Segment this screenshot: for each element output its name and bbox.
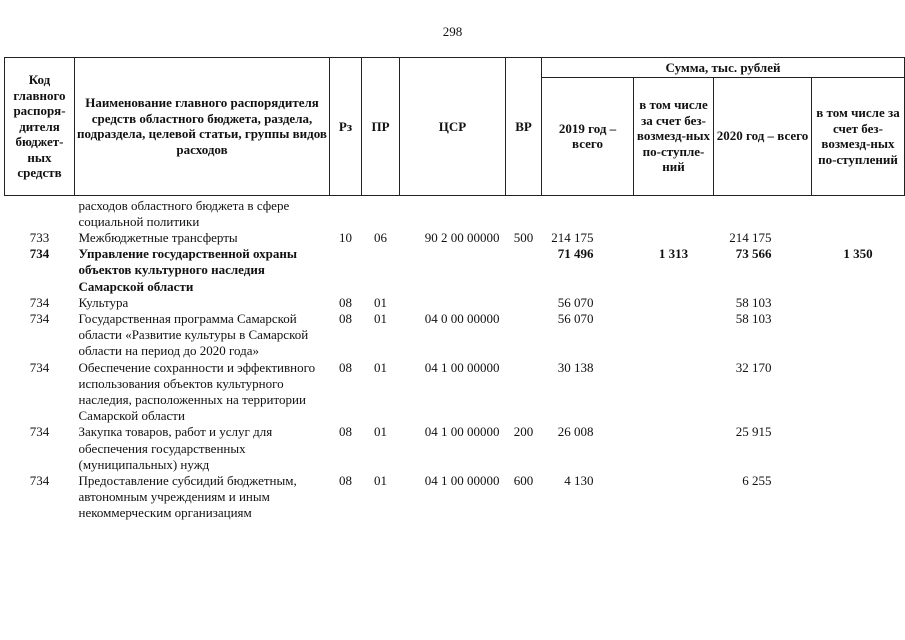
- row-rz: 08: [339, 472, 352, 488]
- row-vr: 500: [513, 229, 534, 245]
- row-csr: 04 1 00 00000: [424, 472, 500, 488]
- table-body: [5, 195, 905, 522]
- row-name: Обеспечение сохранности и эффективного использования объектов культурного наследия, расположенных на территории Самарской области: [78, 359, 316, 424]
- header-2019-total: 2019 год – всего: [542, 77, 634, 195]
- header-2019-grants: в том числе за счет без-возмезд-ных по-ступле-ний: [634, 77, 714, 195]
- row-2019-grants: [634, 295, 714, 311]
- row-code: 734: [29, 246, 50, 262]
- row-2020-total: 32 170: [735, 359, 772, 375]
- row-2020-grants: [812, 360, 905, 425]
- row-name: Предоставление субсидий бюджетным, автономным учреждениям и иным некоммерческим организациям: [78, 472, 297, 521]
- header-sum-group: Сумма, тыс. рублей: [542, 58, 905, 78]
- row-rz: [330, 246, 362, 295]
- row-vr: 600: [513, 472, 534, 488]
- row-pr: 01: [374, 424, 387, 440]
- row-vr: [506, 360, 542, 425]
- row-2020-grants: [812, 230, 905, 246]
- row-2020-total: 58 103: [735, 294, 772, 310]
- table-row: [5, 473, 905, 522]
- table-row: [5, 311, 905, 360]
- row-2020-grants: [812, 295, 905, 311]
- header-2020-total: 2020 год – всего: [714, 77, 812, 195]
- row-2019-grants: [634, 311, 714, 360]
- row-vr: 200: [513, 424, 534, 440]
- row-rz: 10: [339, 229, 352, 245]
- row-rz: 08: [339, 359, 352, 375]
- table-row: [5, 195, 905, 230]
- table-header: [5, 58, 905, 196]
- row-code: 733: [29, 229, 50, 245]
- row-2019-total: 26 008: [557, 424, 594, 440]
- row-csr: 04 1 00 00000: [424, 359, 500, 375]
- row-2020-grants: [812, 424, 905, 473]
- row-2020-total: 6 255: [742, 472, 772, 488]
- row-code: 734: [29, 424, 50, 440]
- row-pr: [362, 195, 400, 230]
- table-row: [5, 424, 905, 473]
- row-2020-grants: [812, 473, 905, 522]
- row-2019-total: 30 138: [557, 359, 594, 375]
- header-pr: ПР: [362, 58, 400, 196]
- header-rz: Рз: [330, 58, 362, 196]
- row-2020-grants: [812, 311, 905, 360]
- row-2019-grants: [634, 424, 714, 473]
- row-pr: 01: [374, 310, 387, 326]
- header-2020-grants: в том числе за счет без-возмезд-ных по-ступлений: [812, 77, 905, 195]
- row-2019-total: 56 070: [557, 294, 594, 310]
- row-name: Межбюджетные трансферты: [78, 229, 238, 245]
- row-2019-grants: 1 313: [658, 246, 689, 262]
- row-csr: 04 0 00 00000: [424, 310, 500, 326]
- row-vr: [506, 246, 542, 295]
- row-pr: 01: [374, 472, 387, 488]
- row-name: Управление государственной охраны объектов культурного наследия Самарской области: [78, 246, 297, 294]
- row-2019-total: 71 496: [557, 246, 594, 262]
- row-rz: 08: [339, 294, 352, 310]
- row-2019-total: 56 070: [557, 310, 594, 326]
- row-rz: 08: [339, 310, 352, 326]
- row-pr: [362, 246, 400, 295]
- row-pr: 01: [374, 359, 387, 375]
- row-rz: 08: [339, 424, 352, 440]
- row-rz: [330, 195, 362, 230]
- row-name: Закупка товаров, работ и услуг для обеспечения государственных (муниципальных) нужд: [78, 424, 273, 472]
- row-code: 734: [29, 359, 50, 375]
- row-vr: [506, 311, 542, 360]
- row-pr: 06: [374, 229, 387, 245]
- row-2019-grants: [634, 360, 714, 425]
- row-2019-total: 214 175: [551, 229, 594, 245]
- header-csr: ЦСР: [400, 58, 506, 196]
- table-row: [5, 295, 905, 311]
- row-code: 734: [29, 472, 50, 488]
- row-2020-total: 73 566: [735, 246, 772, 262]
- row-name: Культура: [78, 294, 129, 310]
- row-code: [5, 195, 75, 230]
- row-csr: [400, 195, 506, 230]
- header-code: Код главного распоря-дителя бюджет-ных средств: [5, 58, 75, 196]
- row-name: Государственная программа Самарской области «Развитие культуры в Самарской области на период до 2020 года»: [78, 310, 309, 359]
- row-2020-grants: 1 350: [843, 246, 873, 262]
- row-name: расходов областного бюджета в сфере социальной политики: [78, 197, 290, 229]
- budget-table: [4, 57, 905, 522]
- table-row: [5, 360, 905, 425]
- row-2020-total: 214 175: [729, 229, 772, 245]
- row-csr: 90 2 00 00000: [424, 229, 500, 245]
- row-2020-total: 25 915: [735, 424, 772, 440]
- row-2020-grants: [812, 195, 905, 230]
- row-csr: [400, 246, 506, 295]
- row-2020-total: [714, 195, 812, 230]
- row-csr: [400, 295, 506, 311]
- row-pr: 01: [374, 294, 387, 310]
- row-2019-grants: [634, 473, 714, 522]
- row-2019-total: 4 130: [564, 472, 594, 488]
- row-2020-total: 58 103: [735, 310, 772, 326]
- row-vr: [506, 295, 542, 311]
- row-code: 734: [29, 294, 50, 310]
- table-row: [5, 230, 905, 246]
- row-csr: 04 1 00 00000: [424, 424, 500, 440]
- table-row: [5, 246, 905, 295]
- row-code: 734: [29, 310, 50, 326]
- header-vr: ВР: [506, 58, 542, 196]
- row-vr: [506, 195, 542, 230]
- row-2019-grants: [634, 230, 714, 246]
- row-2019-grants: [634, 195, 714, 230]
- header-name: Наименование главного распорядителя средств областного бюджета, раздела, подраздела, целевой статьи, группы видов расходов: [75, 58, 330, 196]
- row-2019-total: [542, 195, 634, 230]
- page-number: 298: [442, 24, 463, 39]
